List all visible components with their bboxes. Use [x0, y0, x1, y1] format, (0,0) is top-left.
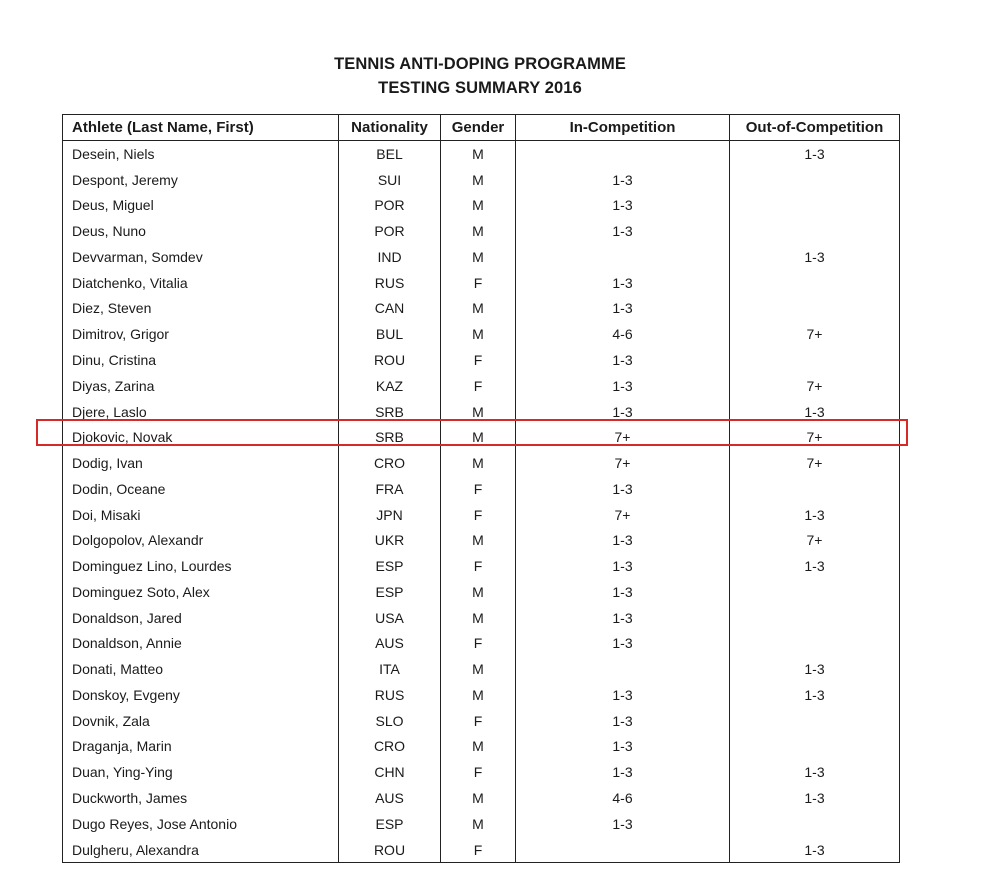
cell-nationality: ESP	[339, 553, 441, 579]
cell-in-competition: 1-3	[516, 193, 730, 219]
cell-athlete: Dulgheru, Alexandra	[63, 837, 339, 863]
cell-athlete: Draganja, Marin	[63, 734, 339, 760]
cell-in-competition	[516, 141, 730, 167]
cell-gender: M	[441, 811, 516, 837]
cell-out-of-competition	[730, 476, 900, 502]
cell-gender: M	[441, 734, 516, 760]
table-body	[63, 141, 900, 863]
cell-in-competition: 1-3	[516, 811, 730, 837]
cell-athlete: Dovnik, Zala	[63, 708, 339, 734]
cell-athlete: Diatchenko, Vitalia	[63, 270, 339, 296]
table-row	[63, 270, 900, 296]
cell-athlete: Dolgopolov, Alexandr	[63, 527, 339, 553]
table-row	[63, 682, 900, 708]
cell-nationality: UKR	[339, 527, 441, 553]
cell-athlete: Deus, Miguel	[63, 193, 339, 219]
cell-athlete: Djokovic, Novak	[63, 424, 339, 450]
cell-nationality: BEL	[339, 141, 441, 167]
cell-out-of-competition	[730, 631, 900, 657]
cell-out-of-competition: 1-3	[730, 141, 900, 167]
cell-out-of-competition	[730, 218, 900, 244]
cell-in-competition: 1-3	[516, 579, 730, 605]
cell-nationality: KAZ	[339, 373, 441, 399]
cell-nationality: ROU	[339, 837, 441, 863]
cell-in-competition: 1-3	[516, 399, 730, 425]
cell-out-of-competition	[730, 734, 900, 760]
cell-gender: F	[441, 631, 516, 657]
cell-athlete: Deus, Nuno	[63, 218, 339, 244]
cell-out-of-competition: 7+	[730, 373, 900, 399]
cell-nationality: CRO	[339, 734, 441, 760]
cell-gender: M	[441, 244, 516, 270]
cell-athlete: Dodig, Ivan	[63, 450, 339, 476]
cell-in-competition: 1-3	[516, 167, 730, 193]
cell-nationality: ESP	[339, 579, 441, 605]
cell-gender: M	[441, 141, 516, 167]
table-row	[63, 734, 900, 760]
cell-gender: M	[441, 167, 516, 193]
cell-nationality: FRA	[339, 476, 441, 502]
cell-nationality: CAN	[339, 296, 441, 322]
cell-nationality: POR	[339, 218, 441, 244]
cell-in-competition: 1-3	[516, 347, 730, 373]
table-row	[63, 631, 900, 657]
table-row	[63, 347, 900, 373]
testing-summary-table	[62, 114, 900, 863]
table-header-row	[63, 115, 900, 141]
cell-athlete: Dugo Reyes, Jose Antonio	[63, 811, 339, 837]
cell-gender: F	[441, 347, 516, 373]
cell-in-competition: 1-3	[516, 527, 730, 553]
cell-out-of-competition: 7+	[730, 527, 900, 553]
cell-nationality: POR	[339, 193, 441, 219]
table-row	[63, 502, 900, 528]
cell-gender: F	[441, 708, 516, 734]
cell-out-of-competition	[730, 811, 900, 837]
table-row	[63, 811, 900, 837]
cell-out-of-competition: 1-3	[730, 759, 900, 785]
cell-out-of-competition: 7+	[730, 321, 900, 347]
cell-out-of-competition: 1-3	[730, 399, 900, 425]
column-header-in-competition: In-Competition	[516, 115, 730, 141]
cell-out-of-competition	[730, 270, 900, 296]
cell-out-of-competition: 1-3	[730, 785, 900, 811]
cell-nationality: ITA	[339, 656, 441, 682]
cell-athlete: Donati, Matteo	[63, 656, 339, 682]
table-row	[63, 321, 900, 347]
cell-in-competition: 1-3	[516, 373, 730, 399]
cell-nationality: RUS	[339, 682, 441, 708]
table-row	[63, 605, 900, 631]
table-row	[63, 656, 900, 682]
cell-gender: M	[441, 579, 516, 605]
cell-gender: F	[441, 553, 516, 579]
cell-out-of-competition: 1-3	[730, 502, 900, 528]
cell-out-of-competition	[730, 347, 900, 373]
cell-athlete: Djere, Laslo	[63, 399, 339, 425]
cell-gender: M	[441, 424, 516, 450]
column-header-athlete: Athlete (Last Name, First)	[63, 115, 339, 141]
cell-in-competition	[516, 837, 730, 863]
cell-out-of-competition	[730, 605, 900, 631]
cell-in-competition: 1-3	[516, 270, 730, 296]
table-row	[63, 759, 900, 785]
cell-nationality: CRO	[339, 450, 441, 476]
cell-gender: M	[441, 656, 516, 682]
table-row	[63, 553, 900, 579]
table-row	[63, 399, 900, 425]
cell-athlete: Devvarman, Somdev	[63, 244, 339, 270]
cell-out-of-competition	[730, 167, 900, 193]
cell-out-of-competition: 1-3	[730, 682, 900, 708]
cell-gender: F	[441, 502, 516, 528]
cell-athlete: Diez, Steven	[63, 296, 339, 322]
cell-nationality: CHN	[339, 759, 441, 785]
table-row	[63, 785, 900, 811]
cell-nationality: JPN	[339, 502, 441, 528]
table-row	[63, 424, 900, 450]
cell-nationality: SLO	[339, 708, 441, 734]
table-row	[63, 373, 900, 399]
cell-nationality: SRB	[339, 399, 441, 425]
column-header-nationality: Nationality	[339, 115, 441, 141]
cell-athlete: Doi, Misaki	[63, 502, 339, 528]
table-row	[63, 193, 900, 219]
cell-nationality: ESP	[339, 811, 441, 837]
cell-out-of-competition	[730, 708, 900, 734]
table-row	[63, 218, 900, 244]
table-row	[63, 141, 900, 167]
table-row	[63, 296, 900, 322]
cell-in-competition: 4-6	[516, 321, 730, 347]
cell-athlete: Donskoy, Evgeny	[63, 682, 339, 708]
table-row	[63, 450, 900, 476]
table-row	[63, 476, 900, 502]
cell-nationality: AUS	[339, 785, 441, 811]
table-row	[63, 167, 900, 193]
cell-out-of-competition	[730, 193, 900, 219]
cell-gender: M	[441, 218, 516, 244]
cell-athlete: Desein, Niels	[63, 141, 339, 167]
table-row	[63, 708, 900, 734]
cell-out-of-competition: 1-3	[730, 553, 900, 579]
cell-in-competition: 1-3	[516, 605, 730, 631]
cell-athlete: Duckworth, James	[63, 785, 339, 811]
cell-in-competition: 7+	[516, 424, 730, 450]
cell-in-competition: 1-3	[516, 734, 730, 760]
cell-out-of-competition: 1-3	[730, 837, 900, 863]
cell-gender: F	[441, 476, 516, 502]
cell-athlete: Dominguez Lino, Lourdes	[63, 553, 339, 579]
cell-gender: F	[441, 837, 516, 863]
cell-nationality: ROU	[339, 347, 441, 373]
cell-in-competition: 7+	[516, 502, 730, 528]
cell-in-competition: 1-3	[516, 296, 730, 322]
cell-nationality: USA	[339, 605, 441, 631]
cell-in-competition: 1-3	[516, 476, 730, 502]
cell-in-competition: 7+	[516, 450, 730, 476]
column-header-gender: Gender	[441, 115, 516, 141]
cell-athlete: Donaldson, Jared	[63, 605, 339, 631]
cell-in-competition: 1-3	[516, 218, 730, 244]
cell-gender: M	[441, 399, 516, 425]
table-row	[63, 244, 900, 270]
cell-out-of-competition: 1-3	[730, 656, 900, 682]
cell-athlete: Dimitrov, Grigor	[63, 321, 339, 347]
cell-in-competition	[516, 244, 730, 270]
cell-in-competition: 4-6	[516, 785, 730, 811]
cell-out-of-competition	[730, 579, 900, 605]
table-row	[63, 579, 900, 605]
cell-out-of-competition	[730, 296, 900, 322]
cell-in-competition: 1-3	[516, 631, 730, 657]
cell-nationality: IND	[339, 244, 441, 270]
cell-in-competition: 1-3	[516, 708, 730, 734]
table-row	[63, 837, 900, 863]
cell-out-of-competition: 1-3	[730, 244, 900, 270]
cell-gender: F	[441, 270, 516, 296]
cell-gender: M	[441, 605, 516, 631]
table-row	[63, 527, 900, 553]
cell-in-competition: 1-3	[516, 553, 730, 579]
cell-in-competition	[516, 656, 730, 682]
cell-nationality: BUL	[339, 321, 441, 347]
cell-in-competition: 1-3	[516, 759, 730, 785]
cell-athlete: Dominguez Soto, Alex	[63, 579, 339, 605]
cell-athlete: Diyas, Zarina	[63, 373, 339, 399]
cell-gender: M	[441, 785, 516, 811]
cell-nationality: SRB	[339, 424, 441, 450]
cell-athlete: Donaldson, Annie	[63, 631, 339, 657]
cell-athlete: Dinu, Cristina	[63, 347, 339, 373]
cell-gender: M	[441, 450, 516, 476]
cell-out-of-competition: 7+	[730, 424, 900, 450]
cell-nationality: AUS	[339, 631, 441, 657]
cell-gender: F	[441, 373, 516, 399]
cell-athlete: Despont, Jeremy	[63, 167, 339, 193]
cell-out-of-competition: 7+	[730, 450, 900, 476]
cell-athlete: Duan, Ying-Ying	[63, 759, 339, 785]
cell-gender: M	[441, 321, 516, 347]
cell-nationality: RUS	[339, 270, 441, 296]
column-header-out-of-competition: Out-of-Competition	[730, 115, 900, 141]
cell-gender: M	[441, 682, 516, 708]
cell-nationality: SUI	[339, 167, 441, 193]
cell-athlete: Dodin, Oceane	[63, 476, 339, 502]
cell-gender: M	[441, 527, 516, 553]
cell-in-competition: 1-3	[516, 682, 730, 708]
document-title: TENNIS ANTI-DOPING PROGRAMME	[334, 55, 626, 73]
cell-gender: M	[441, 193, 516, 219]
cell-gender: F	[441, 759, 516, 785]
cell-gender: M	[441, 296, 516, 322]
document-subtitle: TESTING SUMMARY 2016	[378, 79, 582, 97]
